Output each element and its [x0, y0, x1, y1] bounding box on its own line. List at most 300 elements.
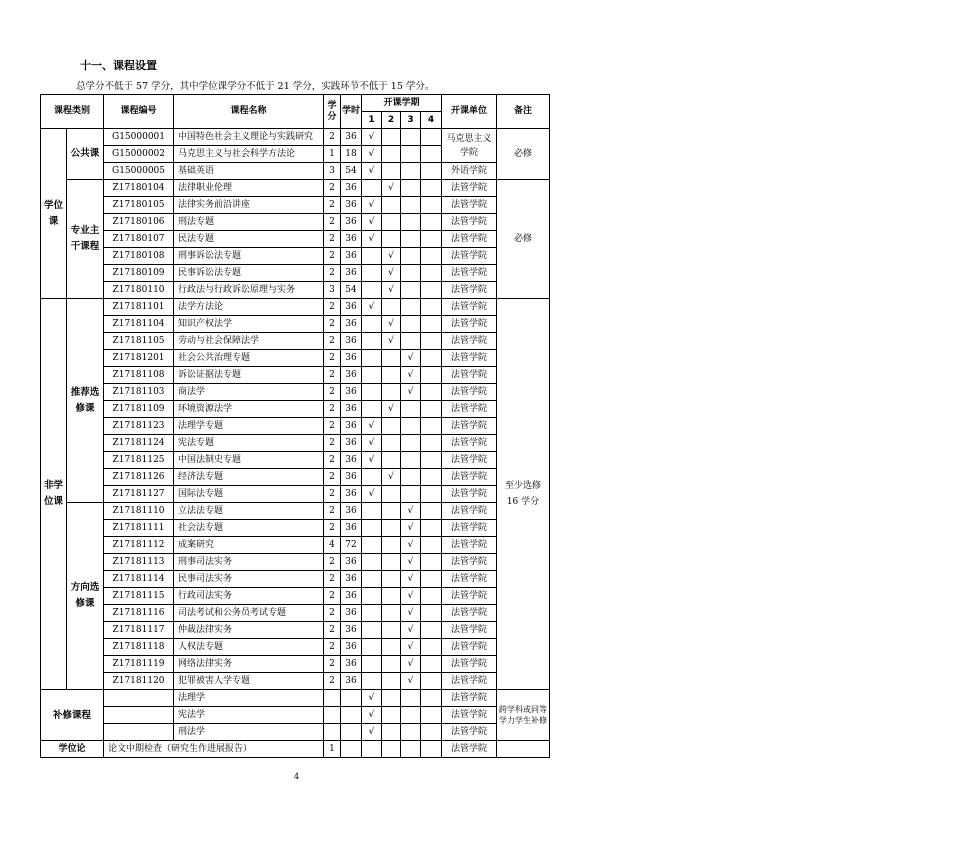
- course-credit: 2: [324, 265, 341, 282]
- semester-mark-s1: [362, 333, 382, 350]
- course-unit: 法管学院: [442, 724, 497, 741]
- course-hours: [341, 690, 362, 707]
- semester-mark-s3: √: [401, 656, 421, 673]
- unit-marx: 马克思主义学院: [442, 129, 497, 163]
- semester-mark-s2: [382, 418, 401, 435]
- course-hours: 36: [341, 571, 362, 588]
- course-code: G15000005: [104, 163, 174, 180]
- semester-mark-s3: [401, 690, 421, 707]
- semester-mark-s1: √: [362, 452, 382, 469]
- course-credit: 2: [324, 129, 341, 146]
- semester-mark-s1: [362, 571, 382, 588]
- course-name: 司法考试和公务员考试专题: [174, 605, 324, 622]
- semester-mark-s3: [401, 401, 421, 418]
- course-credit: 1: [324, 146, 341, 163]
- course-unit: 法管学院: [442, 418, 497, 435]
- course-unit: 法管学院: [442, 248, 497, 265]
- semester-mark-s1: √: [362, 707, 382, 724]
- header-semester: 开课学期: [362, 95, 442, 112]
- header-semester-1: 1: [362, 112, 382, 129]
- semester-mark-s2: [382, 673, 401, 690]
- table-row: [41, 197, 550, 214]
- semester-mark-s2: √: [382, 401, 401, 418]
- semester-mark-s1: √: [362, 690, 382, 707]
- semester-mark-s1: √: [362, 418, 382, 435]
- note-required: 必修: [497, 129, 550, 180]
- semester-mark-s2: [382, 384, 401, 401]
- course-credit: 2: [324, 214, 341, 231]
- course-table: [40, 94, 550, 758]
- semester-mark-s2: [382, 537, 401, 554]
- course-code: Z17180107: [104, 231, 174, 248]
- semester-mark-s2: [382, 639, 401, 656]
- semester-mark-s4: [421, 520, 442, 537]
- table-row: [41, 367, 550, 384]
- course-hours: 36: [341, 333, 362, 350]
- course-credit: 4: [324, 537, 341, 554]
- course-code: Z17181105: [104, 333, 174, 350]
- empty-cell: [497, 741, 550, 758]
- course-name: 法理学: [174, 690, 324, 707]
- course-unit: 法管学院: [442, 197, 497, 214]
- course-name: 中国法制史专题: [174, 452, 324, 469]
- semester-mark-s2: √: [382, 469, 401, 486]
- course-code: Z17181114: [104, 571, 174, 588]
- course-name: 犯罪被害人学专题: [174, 673, 324, 690]
- semester-mark-s3: [401, 265, 421, 282]
- semester-mark-s2: [382, 452, 401, 469]
- course-credit: 2: [324, 673, 341, 690]
- semester-mark-s3: [401, 724, 421, 741]
- course-credit: [324, 724, 341, 741]
- semester-mark-s2: [382, 146, 401, 163]
- semester-mark-s1: [362, 316, 382, 333]
- unit-foreign: 外语学院: [442, 163, 497, 180]
- header-unit: 开课单位: [442, 95, 497, 129]
- table-row: [41, 231, 550, 248]
- course-credit: 2: [324, 605, 341, 622]
- course-name: 法律职业伦理: [174, 180, 324, 197]
- semester-mark-s2: [382, 350, 401, 367]
- page-number: 4: [294, 772, 300, 781]
- course-unit: 法管学院: [442, 214, 497, 231]
- table-row: [41, 316, 550, 333]
- semester-mark-s3: √: [401, 605, 421, 622]
- semester-mark-s4: [421, 639, 442, 656]
- table-row: [41, 180, 550, 197]
- semester-mark-s2: √: [382, 180, 401, 197]
- semester-mark-s2: √: [382, 282, 401, 299]
- course-hours: 36: [341, 231, 362, 248]
- table-row: [41, 724, 550, 741]
- header-semester-2: 2: [382, 112, 401, 129]
- course-code: Z17181104: [104, 316, 174, 333]
- course-hours: 36: [341, 248, 362, 265]
- semester-mark-s2: [382, 214, 401, 231]
- semester-mark-s4: [421, 265, 442, 282]
- semester-mark-s2: [382, 503, 401, 520]
- semester-mark-s1: [362, 180, 382, 197]
- note-required: 必修: [497, 180, 550, 299]
- course-code: G15000001: [104, 129, 174, 146]
- semester-mark-s2: [382, 707, 401, 724]
- semester-mark-s1: [362, 520, 382, 537]
- course-credit: 2: [324, 197, 341, 214]
- course-code: [104, 690, 174, 707]
- course-hours: 36: [341, 129, 362, 146]
- course-code: Z17181125: [104, 452, 174, 469]
- course-name: 诉讼证据法专题: [174, 367, 324, 384]
- course-name: 宪法专题: [174, 435, 324, 452]
- table-row: [41, 673, 550, 690]
- semester-mark-s1: [362, 503, 382, 520]
- semester-mark-s1: √: [362, 146, 382, 163]
- semester-mark-s3: [401, 180, 421, 197]
- course-credit: 2: [324, 435, 341, 452]
- course-code: Z17180109: [104, 265, 174, 282]
- course-code: Z17181119: [104, 656, 174, 673]
- semester-mark-s2: √: [382, 248, 401, 265]
- group-nondegree: 非学位课: [41, 299, 67, 690]
- semester-mark-s1: [362, 248, 382, 265]
- semester-mark-s4: [421, 707, 442, 724]
- table-row: [41, 554, 550, 571]
- semester-mark-s4: [421, 384, 442, 401]
- course-credit: 2: [324, 384, 341, 401]
- semester-mark-s4: [421, 503, 442, 520]
- course-hours: 36: [341, 452, 362, 469]
- header-semester-3: 3: [401, 112, 421, 129]
- course-hours: 36: [341, 367, 362, 384]
- course-credit: 2: [324, 248, 341, 265]
- table-row: [41, 486, 550, 503]
- semester-mark-s2: √: [382, 333, 401, 350]
- thesis-name: 论文中期检查（研究生作进展报告）: [104, 741, 324, 758]
- semester-mark-s4: [421, 588, 442, 605]
- course-credit: 2: [324, 622, 341, 639]
- course-unit: 法管学院: [442, 401, 497, 418]
- course-hours: 36: [341, 639, 362, 656]
- course-code: Z17180106: [104, 214, 174, 231]
- semester-mark-s3: √: [401, 367, 421, 384]
- semester-mark-s4: [421, 180, 442, 197]
- table-row: [41, 435, 550, 452]
- semester-mark-s4: [421, 571, 442, 588]
- credit-requirement: 总学分不低于 57 学分，其中学位课学分不低于 21 学分，实践环节不低于 15 学分。: [76, 81, 435, 92]
- course-name: 经济法专题: [174, 469, 324, 486]
- semester-mark-s4: [421, 214, 442, 231]
- course-code: Z17180105: [104, 197, 174, 214]
- course-credit: 2: [324, 401, 341, 418]
- empty-cell: [421, 741, 442, 758]
- course-unit: 法管学院: [442, 231, 497, 248]
- course-code: Z17181127: [104, 486, 174, 503]
- course-credit: 2: [324, 520, 341, 537]
- semester-mark-s3: [401, 197, 421, 214]
- course-hours: 36: [341, 469, 362, 486]
- course-hours: [341, 707, 362, 724]
- semester-mark-s1: [362, 367, 382, 384]
- course-name: 民法专题: [174, 231, 324, 248]
- course-unit: 法管学院: [442, 316, 497, 333]
- header-semester-4: 4: [421, 112, 442, 129]
- course-unit: 法管学院: [442, 367, 497, 384]
- semester-mark-s3: √: [401, 384, 421, 401]
- semester-mark-s2: [382, 571, 401, 588]
- semester-mark-s1: [362, 605, 382, 622]
- header-category: 课程类别: [41, 95, 104, 129]
- table-row: [41, 520, 550, 537]
- course-hours: 54: [341, 163, 362, 180]
- course-unit: 法管学院: [442, 639, 497, 656]
- table-row: [41, 401, 550, 418]
- course-hours: 36: [341, 299, 362, 316]
- course-credit: 2: [324, 639, 341, 656]
- course-name: 网络法律实务: [174, 656, 324, 673]
- semester-mark-s1: [362, 622, 382, 639]
- semester-mark-s3: √: [401, 554, 421, 571]
- semester-mark-s3: [401, 469, 421, 486]
- course-unit: 法管学院: [442, 282, 497, 299]
- course-code: Z17181108: [104, 367, 174, 384]
- course-hours: 36: [341, 605, 362, 622]
- course-hours: 36: [341, 350, 362, 367]
- course-credit: 3: [324, 163, 341, 180]
- course-name: 劳动与社会保障法学: [174, 333, 324, 350]
- semester-mark-s2: [382, 622, 401, 639]
- table-row: [41, 741, 550, 758]
- semester-mark-s4: [421, 163, 442, 180]
- course-hours: 72: [341, 537, 362, 554]
- semester-mark-s3: √: [401, 520, 421, 537]
- course-name: 立法法专题: [174, 503, 324, 520]
- semester-mark-s2: [382, 367, 401, 384]
- semester-mark-s4: [421, 605, 442, 622]
- table-row: [41, 622, 550, 639]
- semester-mark-s1: [362, 554, 382, 571]
- semester-mark-s3: [401, 214, 421, 231]
- course-unit: 法管学院: [442, 690, 497, 707]
- empty-cell: [362, 741, 382, 758]
- course-hours: [341, 724, 362, 741]
- course-code: Z17180104: [104, 180, 174, 197]
- course-code: Z17181116: [104, 605, 174, 622]
- semester-mark-s2: [382, 554, 401, 571]
- course-hours: 18: [341, 146, 362, 163]
- course-hours: 36: [341, 503, 362, 520]
- course-code: Z17181112: [104, 537, 174, 554]
- course-code: Z17181201: [104, 350, 174, 367]
- semester-mark-s1: √: [362, 214, 382, 231]
- semester-mark-s3: √: [401, 673, 421, 690]
- semester-mark-s1: √: [362, 163, 382, 180]
- semester-mark-s4: [421, 146, 442, 163]
- course-name: 基础英语: [174, 163, 324, 180]
- header-credit: 学分: [324, 95, 341, 129]
- course-credit: [324, 690, 341, 707]
- header-code: 课程编号: [104, 95, 174, 129]
- course-unit: 法管学院: [442, 605, 497, 622]
- note-makeup: 跨学科或同等学力学生补修: [497, 690, 550, 741]
- semester-mark-s3: √: [401, 571, 421, 588]
- course-code: [104, 707, 174, 724]
- table-row: [41, 299, 550, 316]
- course-name: 人权法专题: [174, 639, 324, 656]
- course-unit: 法管学院: [442, 469, 497, 486]
- course-unit: 法管学院: [442, 707, 497, 724]
- header-hours: 学时: [341, 95, 362, 129]
- table-row: [41, 605, 550, 622]
- semester-mark-s3: √: [401, 622, 421, 639]
- semester-mark-s1: √: [362, 197, 382, 214]
- course-hours: 36: [341, 554, 362, 571]
- semester-mark-s3: √: [401, 588, 421, 605]
- semester-mark-s4: [421, 724, 442, 741]
- semester-mark-s1: [362, 588, 382, 605]
- course-code: Z17181123: [104, 418, 174, 435]
- table-row: [41, 707, 550, 724]
- course-hours: 36: [341, 656, 362, 673]
- table-row: [41, 452, 550, 469]
- course-hours: 36: [341, 316, 362, 333]
- semester-mark-s4: [421, 452, 442, 469]
- semester-mark-s3: [401, 163, 421, 180]
- course-code: G15000002: [104, 146, 174, 163]
- course-code: Z17181111: [104, 520, 174, 537]
- course-name: 刑事诉讼法专题: [174, 248, 324, 265]
- course-name: 环境资源法学: [174, 401, 324, 418]
- course-name: 社会法专题: [174, 520, 324, 537]
- group-makeup: 补修课程: [41, 690, 104, 741]
- course-hours: 36: [341, 588, 362, 605]
- course-name: 行政法与行政诉讼原理与实务: [174, 282, 324, 299]
- course-credit: 2: [324, 571, 341, 588]
- semester-mark-s1: [362, 656, 382, 673]
- header-note: 备注: [497, 95, 550, 129]
- semester-mark-s4: [421, 690, 442, 707]
- semester-mark-s2: √: [382, 316, 401, 333]
- semester-mark-s3: [401, 486, 421, 503]
- course-credit: [324, 707, 341, 724]
- semester-mark-s4: [421, 129, 442, 146]
- semester-mark-s1: √: [362, 486, 382, 503]
- semester-mark-s4: [421, 316, 442, 333]
- course-credit: 2: [324, 367, 341, 384]
- course-code: Z17181120: [104, 673, 174, 690]
- course-unit: 法管学院: [442, 350, 497, 367]
- course-unit: 法管学院: [442, 571, 497, 588]
- semester-mark-s3: [401, 435, 421, 452]
- table-row: [41, 690, 550, 707]
- semester-mark-s1: √: [362, 724, 382, 741]
- semester-mark-s1: [362, 537, 382, 554]
- course-name: 成案研究: [174, 537, 324, 554]
- course-unit: 法管学院: [442, 486, 497, 503]
- course-name: 刑法学: [174, 724, 324, 741]
- table-row: [41, 571, 550, 588]
- table-row: [41, 350, 550, 367]
- table-row: [41, 214, 550, 231]
- semester-mark-s1: √: [362, 129, 382, 146]
- course-hours: 36: [341, 214, 362, 231]
- semester-mark-s1: [362, 350, 382, 367]
- course-credit: 2: [324, 333, 341, 350]
- table-row: [41, 656, 550, 673]
- semester-mark-s4: [421, 231, 442, 248]
- course-name: 法理学专题: [174, 418, 324, 435]
- semester-mark-s3: √: [401, 537, 421, 554]
- course-unit: 法管学院: [442, 537, 497, 554]
- course-name: 知识产权法学: [174, 316, 324, 333]
- semester-mark-s4: [421, 537, 442, 554]
- course-unit: 法管学院: [442, 435, 497, 452]
- course-name: 刑法专题: [174, 214, 324, 231]
- course-code: Z17181101: [104, 299, 174, 316]
- semester-mark-s2: [382, 588, 401, 605]
- course-code: Z17181117: [104, 622, 174, 639]
- table-row: [41, 248, 550, 265]
- course-credit: 2: [324, 316, 341, 333]
- course-name: 民事司法实务: [174, 571, 324, 588]
- table-row: [41, 469, 550, 486]
- semester-mark-s2: [382, 163, 401, 180]
- course-name: 马克思主义与社会科学方法论: [174, 146, 324, 163]
- course-hours: 36: [341, 401, 362, 418]
- semester-mark-s4: [421, 248, 442, 265]
- semester-mark-s4: [421, 282, 442, 299]
- semester-mark-s3: [401, 418, 421, 435]
- course-code: Z17181110: [104, 503, 174, 520]
- table-row: [41, 265, 550, 282]
- semester-mark-s3: [401, 316, 421, 333]
- table-row: [41, 163, 550, 180]
- semester-mark-s3: √: [401, 503, 421, 520]
- semester-mark-s1: [362, 673, 382, 690]
- table-row: [41, 588, 550, 605]
- semester-mark-s1: [362, 384, 382, 401]
- course-code: Z17181115: [104, 588, 174, 605]
- semester-mark-s4: [421, 622, 442, 639]
- table-row: [41, 129, 550, 146]
- course-name: 法学方法论: [174, 299, 324, 316]
- course-code: [104, 724, 174, 741]
- semester-mark-s4: [421, 656, 442, 673]
- course-code: Z17181109: [104, 401, 174, 418]
- semester-mark-s4: [421, 401, 442, 418]
- semester-mark-s4: [421, 435, 442, 452]
- course-unit: 法管学院: [442, 503, 497, 520]
- course-credit: 2: [324, 469, 341, 486]
- course-unit: 法管学院: [442, 333, 497, 350]
- semester-mark-s3: √: [401, 639, 421, 656]
- semester-mark-s1: [362, 639, 382, 656]
- semester-mark-s2: √: [382, 265, 401, 282]
- semester-mark-s4: [421, 418, 442, 435]
- semester-mark-s1: [362, 265, 382, 282]
- course-unit: 法管学院: [442, 673, 497, 690]
- thesis-credit: 1: [324, 741, 341, 758]
- course-unit: 法管学院: [442, 384, 497, 401]
- group-public: 公共课: [67, 129, 104, 180]
- semester-mark-s3: [401, 452, 421, 469]
- semester-mark-s2: [382, 435, 401, 452]
- semester-mark-s3: [401, 129, 421, 146]
- table-row: [41, 639, 550, 656]
- semester-mark-s4: [421, 333, 442, 350]
- table-row: [41, 282, 550, 299]
- course-name: 法律实务前沿讲座: [174, 197, 324, 214]
- group-recommended: 推荐选修课: [67, 299, 104, 503]
